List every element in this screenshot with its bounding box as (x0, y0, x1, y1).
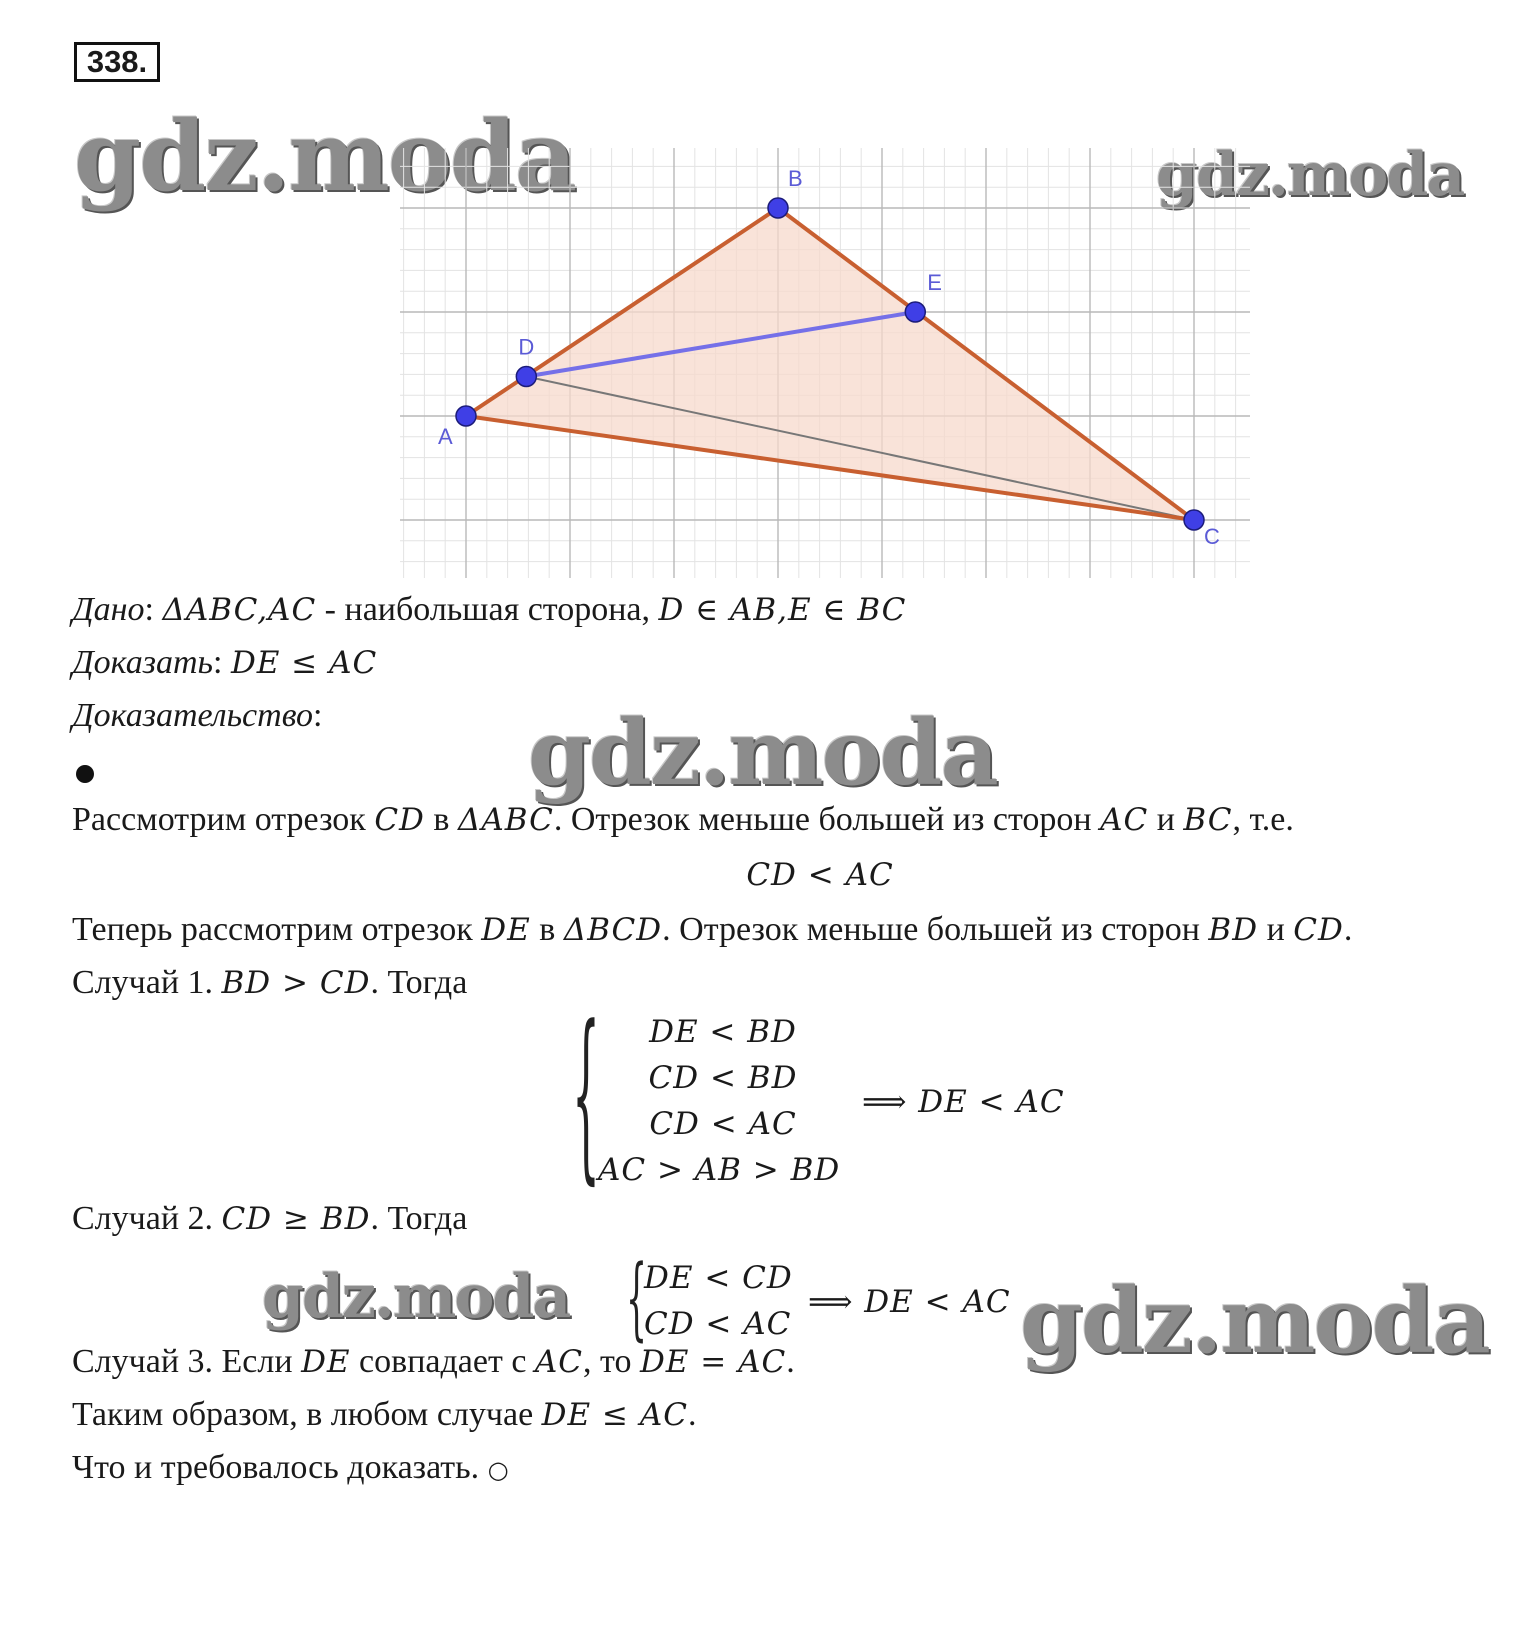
case1-line: AC > AB > BD (598, 1152, 841, 1188)
case1-text (72, 963, 467, 1003)
point-label-b: B (788, 166, 803, 191)
prove-expr: DE ≤ AC (230, 645, 378, 681)
step2-m4: CD (1293, 912, 1344, 948)
qed-circle-icon: ○ (487, 1456, 509, 1484)
prove-line (72, 643, 377, 683)
step1-t4: и (1148, 801, 1184, 838)
step2-m2: ΔBCD (563, 912, 663, 948)
case1-cond: BD > CD (221, 965, 371, 1001)
prove-colon: : (212, 644, 223, 681)
watermark: gdz.moda (262, 1262, 570, 1332)
qed-text: Что и требовалось доказать. (72, 1449, 480, 1486)
step1-m2: ΔABC (457, 802, 554, 838)
case3-t3: , то (583, 1343, 640, 1380)
step1-t5: , т.е. (1232, 801, 1294, 838)
conclusion-m1: DE ≤ AC (541, 1397, 688, 1433)
step1-t1: Рассмотрим отрезок (72, 801, 375, 838)
qed-line (72, 1448, 509, 1490)
step2-m1: DE (481, 912, 531, 948)
case3-text (72, 1342, 795, 1382)
given-triangle: ΔABC,AC (162, 592, 317, 628)
case1-t1: Случай 1. (72, 964, 222, 1001)
conclusion-t1: Таким образом, в любом случае (72, 1396, 542, 1433)
step2-t1: Теперь рассмотрим отрезок (72, 911, 482, 948)
proof-label: Доказательство (72, 697, 314, 734)
case3-t1: Случай 3. Если (72, 1343, 302, 1380)
conclusion-t2: . (687, 1396, 697, 1433)
case3-t4: . (786, 1343, 795, 1380)
case1-t2: . Тогда (370, 964, 468, 1001)
point-c (1184, 510, 1204, 530)
triangle-figure (400, 148, 1250, 578)
step2-text (72, 910, 1352, 950)
case3-m3: DE = AC (639, 1344, 787, 1380)
case3-t2: совпадает с (350, 1343, 535, 1380)
case2-implies: ⟹ DE < AC (808, 1284, 1011, 1320)
case1-line: CD < BD (648, 1060, 798, 1096)
point-label-a: A (438, 424, 453, 449)
given-line (72, 590, 906, 630)
step1-text (72, 800, 1294, 840)
step1-m3: AC (1100, 802, 1149, 838)
given-label: Дано (72, 591, 145, 628)
proof-colon: : (313, 697, 323, 734)
watermark: gdz.moda (528, 700, 997, 806)
problem-number: 338. (74, 42, 160, 82)
point-label-c: C (1204, 524, 1220, 549)
watermark: gdz.moda (1156, 140, 1464, 210)
given-points: D ∈ AB,E ∈ BC (658, 592, 907, 628)
case2-cond: CD ≥ BD (221, 1201, 371, 1237)
point-a (456, 406, 476, 426)
point-label-e: E (927, 270, 942, 295)
case3-m2: AC (534, 1344, 584, 1380)
given-colon: : (144, 591, 154, 628)
point-label-d: D (518, 334, 535, 360)
given-text: - наибольшая сторона, (316, 591, 659, 628)
case2-t1: Случай 2. (72, 1200, 222, 1237)
case1-line: DE < BD (649, 1014, 797, 1050)
step2-t5: . (1343, 911, 1353, 948)
step2-m3: BD (1208, 912, 1259, 948)
conclusion-text (72, 1395, 696, 1435)
point-d (516, 366, 536, 386)
step2-t4: и (1258, 911, 1294, 948)
step1-t2: в (424, 801, 458, 838)
step1-t3: . Отрезок меньше большей из сторон (553, 801, 1101, 838)
case2-line: CD < AC (644, 1306, 792, 1342)
watermark: gdz.moda (74, 100, 576, 213)
case3-m1: DE (301, 1344, 351, 1380)
bullet-icon (76, 765, 94, 783)
case2-text (72, 1199, 467, 1239)
triangle-abc (466, 208, 1194, 520)
proof-label-line (72, 696, 322, 736)
case1-line: CD < AC (649, 1106, 797, 1142)
left-brace-icon: { (572, 986, 600, 1201)
prove-label: Доказать (72, 644, 213, 681)
watermark: gdz.moda (1020, 1268, 1489, 1374)
case2-t2: . Тогда (370, 1200, 468, 1237)
case2-line: DE < CD (644, 1260, 793, 1296)
step2-t2: в (530, 911, 564, 948)
case1-implies: ⟹ DE < AC (862, 1084, 1065, 1120)
left-brace-icon: { (626, 1246, 648, 1352)
step1-result: CD < AC (746, 857, 894, 893)
step1-m1: CD (374, 802, 425, 838)
step2-t3: . Отрезок меньше большей из сторон (662, 911, 1209, 948)
point-e (905, 302, 925, 322)
point-b (768, 198, 788, 218)
step1-m4: BC (1183, 802, 1233, 838)
